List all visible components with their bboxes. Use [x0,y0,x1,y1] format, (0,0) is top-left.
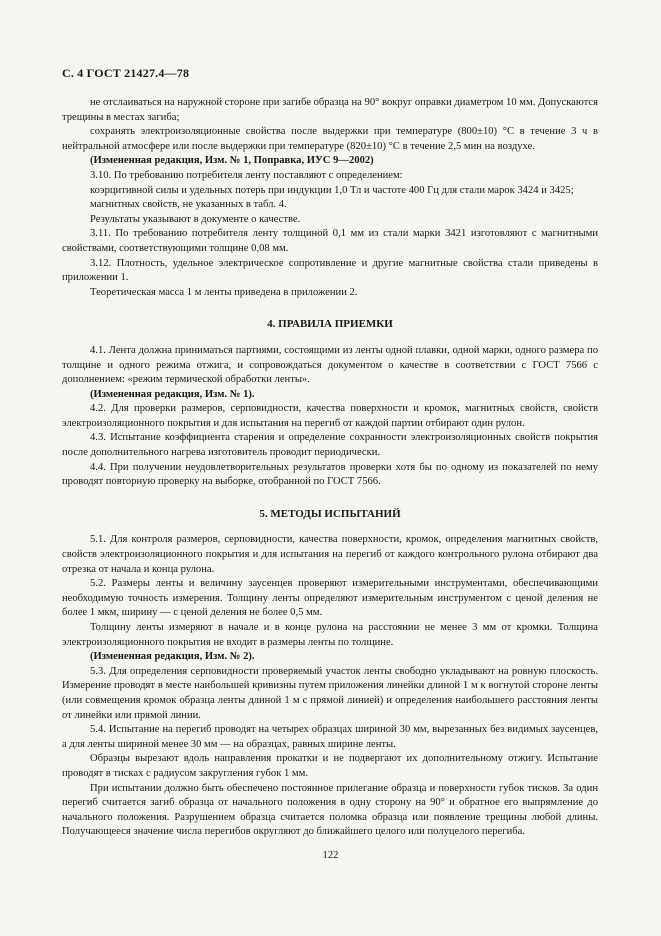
paragraph: 5.1. Для контроля размеров, серповидности, качества поверхности, кромок, определения магнитных свойств, свойств электроизоляционного покрытия и для испытания на перегиб от каждого контрольного рулона отбирают два отрезка от начала и конца рулона. [62,534,598,575]
paragraph: 4.2. Для проверки размеров, серповидности, качества поверхности и кромок, магнитных свойств, свойств электроизоляционного покрытия и для испытания на перегиб от каждой партии отбирают один рулон. [62,403,598,429]
paragraph: (Измененная редакция, Изм. № 1). [90,388,255,400]
document-body [62,96,598,840]
section-4-body [62,344,598,490]
paragraph: (Измененная редакция, Изм. № 1, Поправка, ИУС 9—2002) [90,155,374,167]
paragraph: Теоретическая масса 1 м ленты приведена в приложении 2. [90,286,358,298]
paragraph: 3.11. По требованию потребителя ленту толщиной 0,1 мм из стали марки 3421 изготовляют с магнитными свойствами, соответствующими толщине 0,08 мм. [62,228,598,254]
paragraph: 4.4. При получении неудовлетворительных результатов проверки хотя бы по одному из показателей по нему проводят повторную проверку на выборке, отобранной по ГОСТ 7566. [62,461,598,488]
section-4-title: 4. ПРАВИЛА ПРИЕМКИ [267,318,393,331]
section-5-title: 5. МЕТОДЫ ИСПЫТАНИЙ [259,507,401,520]
paragraph: Результаты указывают в документе о качестве. [90,213,301,225]
paragraph: 4.1. Лента должна приниматься партиями, состоящими из ленты одной плавки, одной марки, одного размера по толщине и одного режима отжига, и сопровождаться документом о качестве в соответствии с ГОСТ 7566 с дополнением: «режим термической обработки ленты». [62,344,598,386]
paragraph: При испытании должно быть обеспечено постоянное прилегание образца и поверхности губок тисков. За один перегиб считается загиб образца от начального положения в одну сторону на 90° и обратное его выпрямление до начального положения. Разрушением образца считается поломка образца или появление трещины любой длины. Получающееся значение числа перегибов округляют до ближайшего целого или полуцелого перегиба. [62,782,598,838]
paragraph: 4.3. Испытание коэффициента старения и определение сохранности электроизоляционных свойств покрытия после дополнительного нагрева изготовитель проводит периодически. [62,432,598,459]
paragraph: Образцы вырезают вдоль направления прокатки и не подвергают их дополнительному отжигу. Испытание проводят в тисках с радиусом закругления губок 1 мм. [62,753,598,779]
paragraph: 5.3. Для определения серповидности проверяемый участок ленты свободно укладывают на ровную плоскость. Измерение проводят в месте наибольшей кривизны путем приложения линейки длиной 1 м к вогнутой стороне ленты (или совмещения кромок образца ленты длиной 1 м с прямой линией) и определения наибольшего расстояния ленты от линейки или прямой линии. [62,665,598,721]
paragraph: 5.4. Испытание на перегиб проводят на четырех образцах шириной 30 мм, вырезанных без видимых заусенцев, а для ленты шириной менее 30 мм — на образцах, равных ширине ленты. [62,724,598,750]
paragraph: 5.2. Размеры ленты и величину заусенцев проверяют измерительными инструментами, обеспечивающими необходимую точность измерения. Толщину ленты определяют измерительным инструментом с ценой деления не более 1 мкм, ширину — с ценой деления не более 0,5 мм. [62,578,598,619]
section-3-continuation [62,96,598,300]
paragraph: 3.12. Плотность, удельное электрическое сопротивление и другие магнитные свойства стали приведены в приложении 1. [62,257,598,284]
paragraph: (Измененная редакция, Изм. № 2). [90,651,255,663]
paragraph: сохранять электроизоляционные свойства после выдержки при температуре (800±10) °С в течение 3 ч в нейтральной атмосфере или после выдержки при температуре (820±10) °С в течение 2,5 мин на воздухе. [62,126,598,152]
page-header: С. 4 ГОСТ 21427.4—78 [62,66,190,80]
page-number: 122 [322,850,339,861]
paragraph: коэрцитивной силы и удельных потерь при индукции 1,0 Тл и частоте 400 Гц для стали марок 3424 и 3425; [90,184,574,196]
paragraph: Толщину ленты измеряют в начале и в конце рулона на расстоянии не менее 3 мм от кромки. Толщина электроизоляционного покрытия не входит в размеры ленты по толщине. [62,622,598,648]
paragraph: 3.10. По требованию потребителя ленту поставляют с определением: [90,169,403,181]
paragraph: магнитных свойств, не указанных в табл. 4. [90,199,287,211]
section-5-body [62,533,598,839]
paragraph: не отслаиваться на наружной стороне при загибе образца на 90° вокруг оправки диаметром 10 мм. Допускаются трещины в местах загиба; [62,97,598,123]
